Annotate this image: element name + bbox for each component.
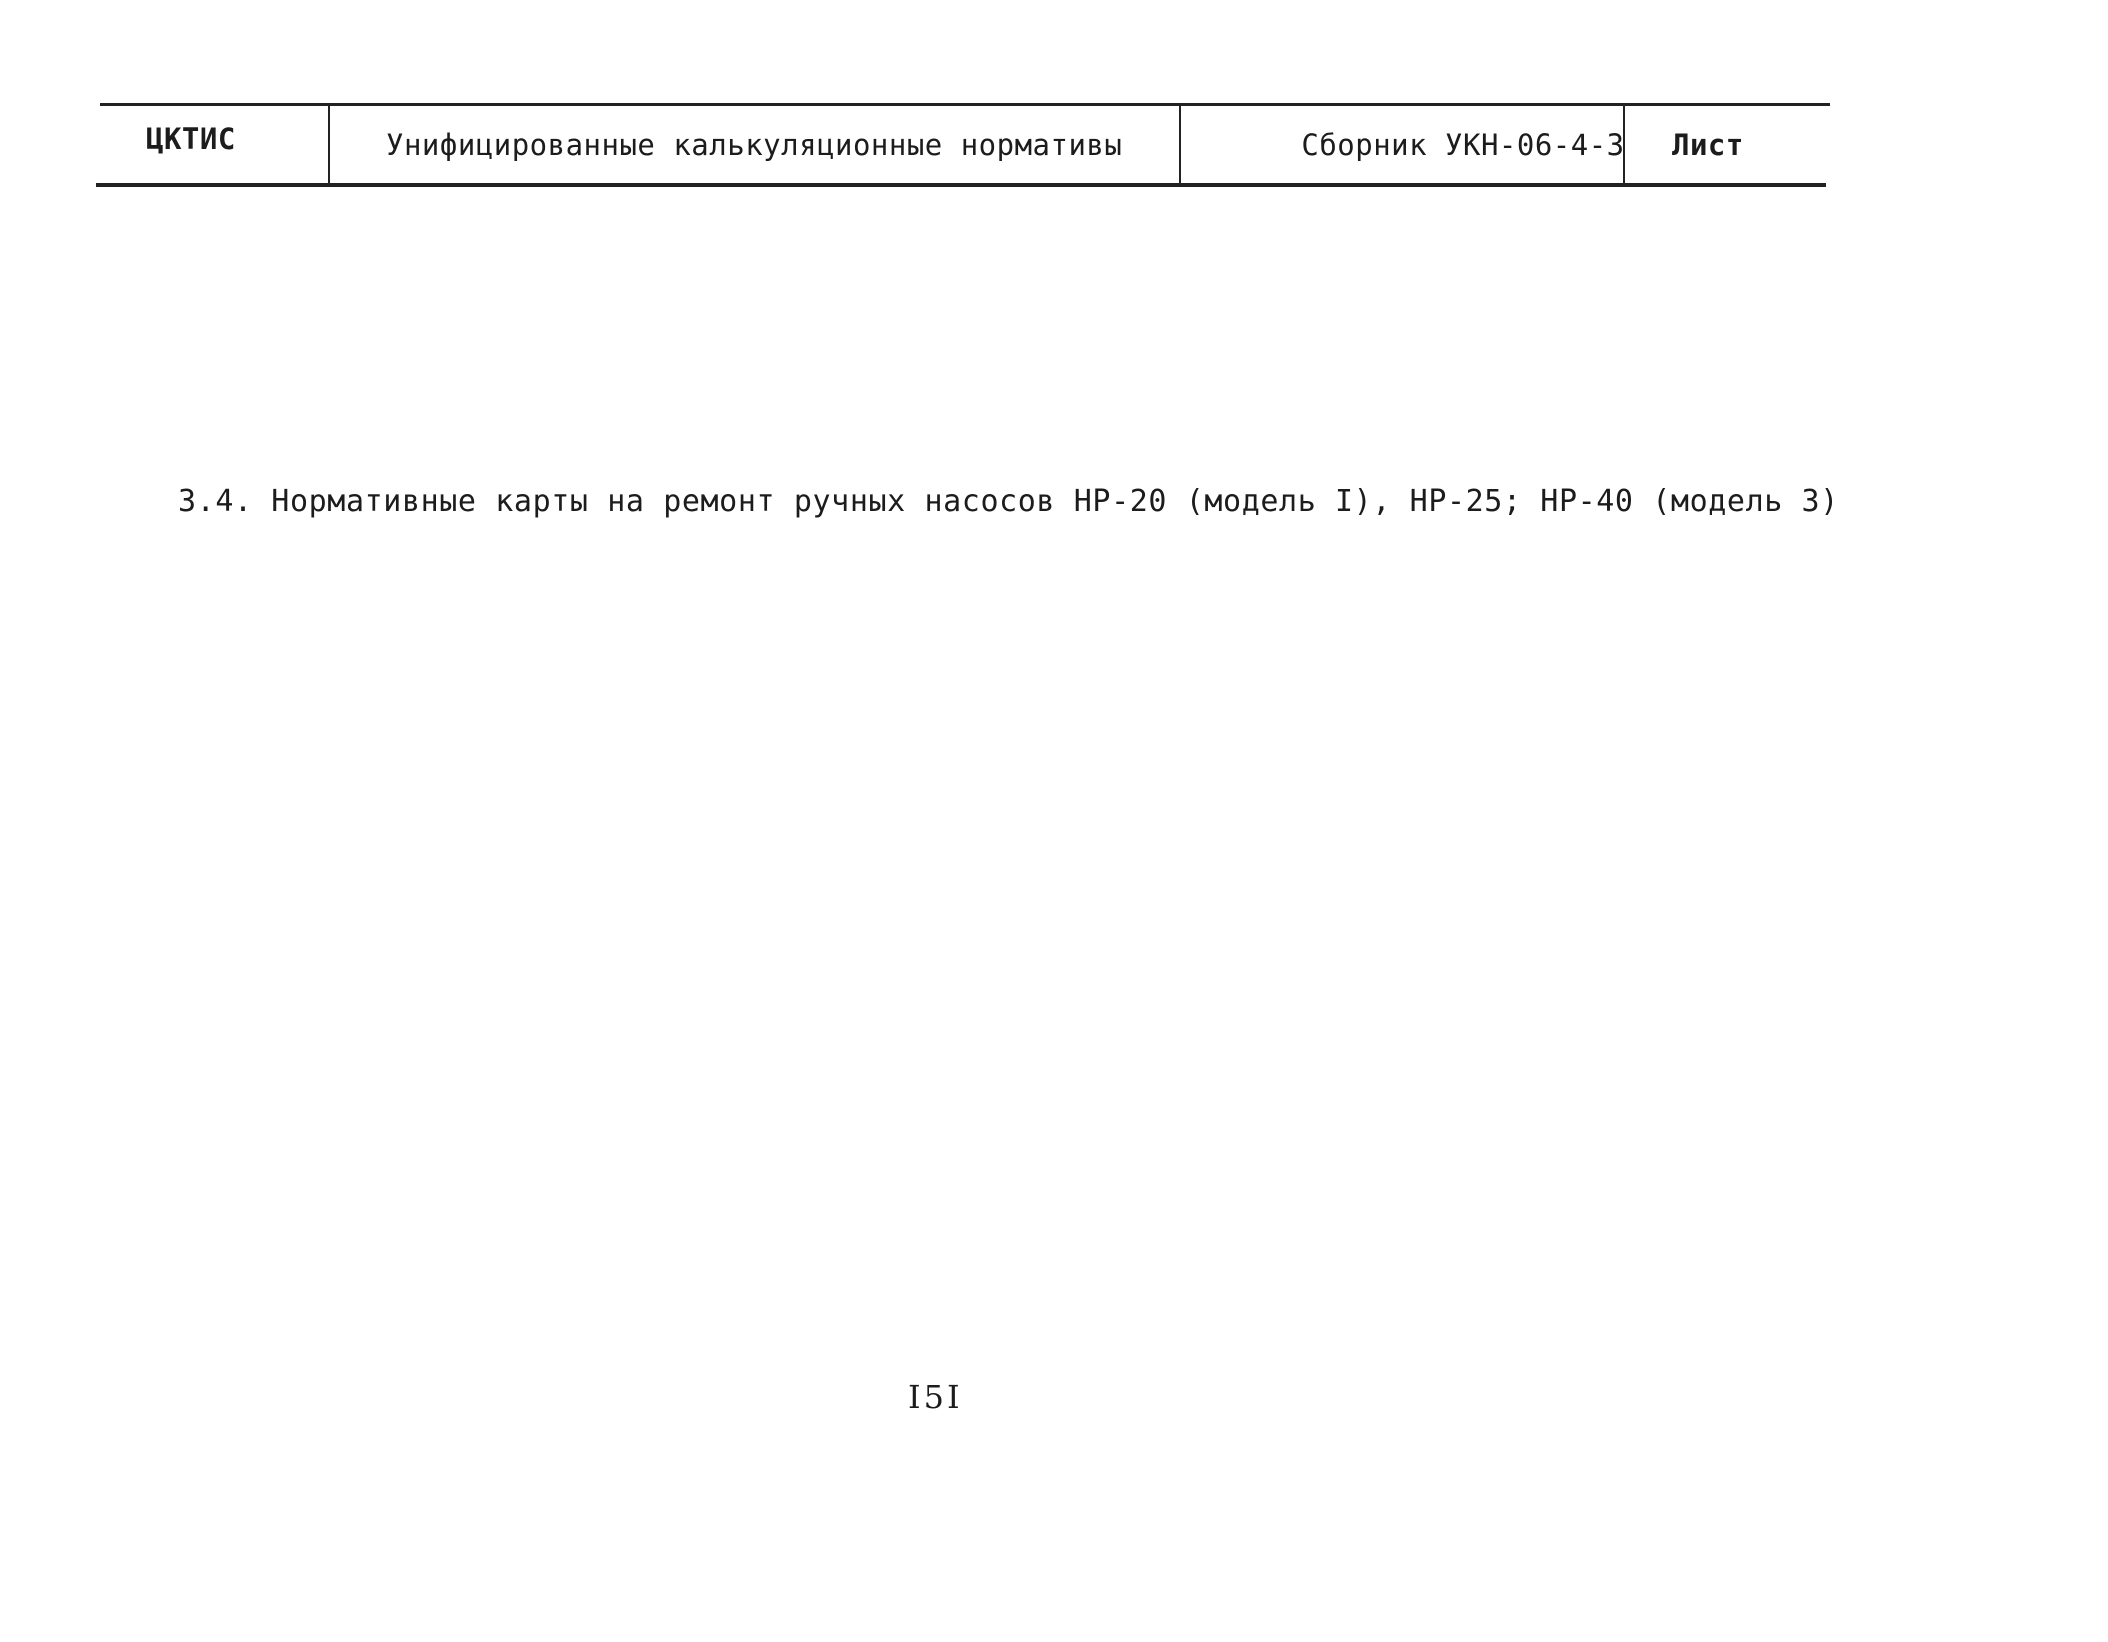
- header-divider-2: [1179, 103, 1181, 187]
- page-number: I5I: [908, 1378, 963, 1416]
- header-title-cell: [386, 106, 1186, 183]
- header-sheet-cell: [1672, 106, 1822, 183]
- header-organization-cell: [146, 106, 320, 183]
- header-collection: Сборник УКН-06-4-3: [1301, 127, 1625, 162]
- header-collection-cell: [1248, 106, 1678, 183]
- header-sheet-label: Лист: [1672, 127, 1744, 162]
- header-divider-3: [1623, 103, 1625, 187]
- header-document-title: Унифицированные калькуляционные нормативы: [386, 127, 1123, 162]
- header-bottom-rule: [96, 183, 1826, 187]
- header-table: [96, 103, 1830, 187]
- header-organization: ЦКТИС: [146, 121, 236, 156]
- header-divider-1: [328, 103, 330, 187]
- section-title: 3.4. Нормативные карты на ремонт ручных насосов НР-20 (модель I), НР-25; НР-40 (модель 3): [178, 484, 1839, 519]
